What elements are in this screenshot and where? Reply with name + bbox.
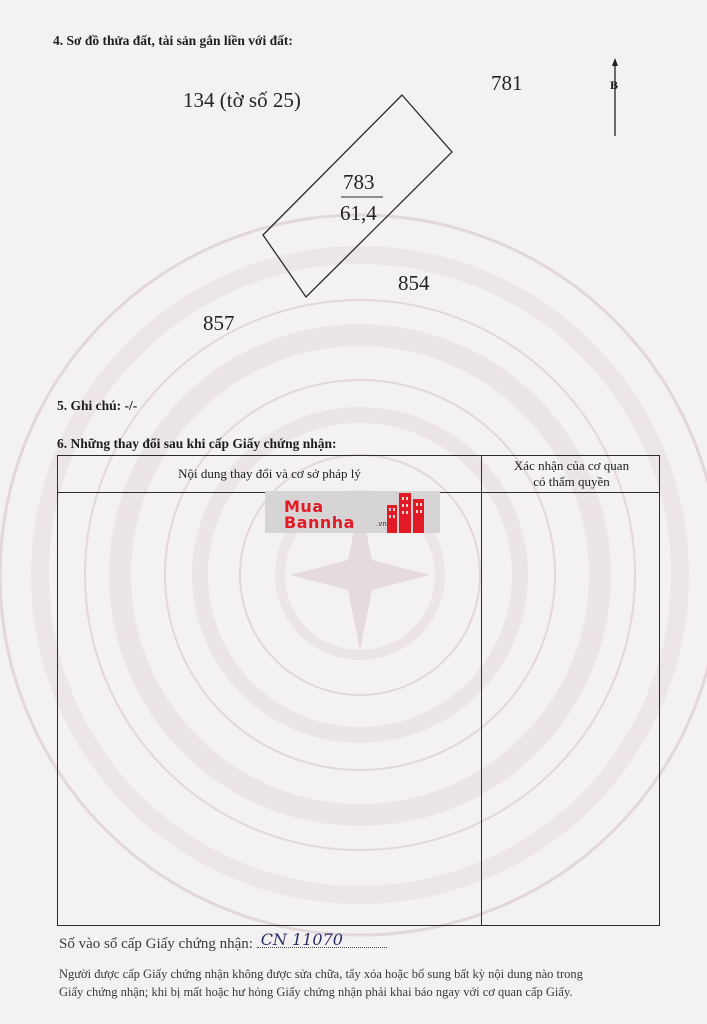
registration-number-handwritten bbox=[261, 930, 343, 949]
parcel-map bbox=[0, 0, 707, 400]
parcel-number-label: 783 bbox=[343, 170, 375, 194]
muabannha-watermark-logo bbox=[265, 491, 440, 533]
parcel-neighbor-northeast-label: 781 bbox=[491, 71, 523, 95]
column-header-authority-line1: Xác nhận của cơ quan bbox=[513, 458, 630, 473]
footer-note-line2: Giấy chứng nhận; khi bị mất hoặc hư hỏng Giấy chứng nhận phải khai báo ngay với cơ quan cấp Giấy. bbox=[59, 985, 573, 999]
logo-text-line1: Mua bbox=[284, 497, 324, 516]
parcel-area-label: 61,4 bbox=[340, 201, 377, 225]
parcel-neighbor-north-label: 134 (tờ số 25) bbox=[183, 88, 301, 112]
column-header-authority-line2: có thẩm quyền bbox=[533, 474, 610, 489]
buildings-icon bbox=[383, 491, 431, 533]
section-5-notes: 5. Ghi chú: -/- bbox=[57, 398, 138, 413]
registration-label: Số vào sổ cấp Giấy chứng nhận: bbox=[59, 936, 253, 952]
logo-domain-suffix: .vn bbox=[376, 520, 387, 528]
parcel-neighbor-east-label: 854 bbox=[398, 271, 430, 295]
section-6-title: 6. Những thay đổi sau khi cấp Giấy chứng nhận: bbox=[57, 436, 337, 451]
registration-number-line bbox=[59, 930, 387, 953]
registration-prefix: CN bbox=[260, 930, 287, 949]
column-header-content: Nội dung thay đổi và cơ sở pháp lý bbox=[178, 466, 361, 481]
north-arrow-label: B bbox=[610, 78, 619, 92]
footer-note-line1: Người được cấp Giấy chứng nhận không được sửa chữa, tẩy xóa hoặc bổ sung bất kỳ nội dung nào trong bbox=[59, 967, 583, 981]
section-4-title: 4. Sơ đồ thửa đất, tài sản gắn liền với đất: bbox=[53, 33, 293, 48]
registration-number-field bbox=[257, 930, 387, 949]
north-arrow-icon bbox=[608, 58, 622, 138]
logo-text-line2: Bannha bbox=[284, 513, 355, 532]
column-divider bbox=[481, 456, 482, 925]
parcel-783-outline bbox=[263, 95, 452, 297]
parcel-neighbor-southwest-label: 857 bbox=[203, 311, 235, 335]
registration-number: 11070 bbox=[292, 930, 343, 949]
column-header-authority bbox=[482, 458, 661, 490]
